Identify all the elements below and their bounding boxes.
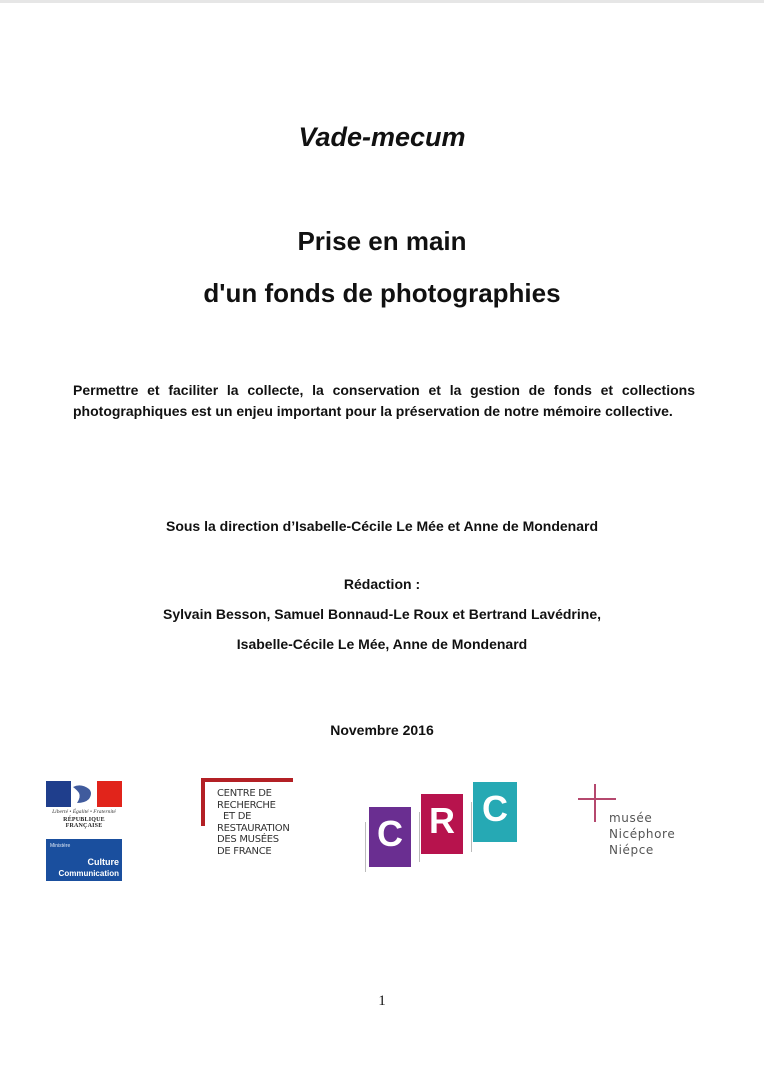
c2rmf-top-bar	[201, 778, 293, 782]
crc-vertical-rule	[465, 802, 472, 852]
crc-letter: C	[377, 813, 403, 854]
ministry-small-label: Ministère	[50, 843, 71, 849]
republique-francaise-logo	[46, 781, 122, 829]
flag-blue-band	[46, 781, 71, 807]
document-title-line-2: d'un fonds de photographies	[203, 278, 561, 308]
document-title-line-1: Prise en main	[297, 226, 467, 256]
crc-vertical-rule	[413, 812, 420, 862]
musee-niepce-logo	[578, 784, 688, 864]
c2rmf-line: RESTAURATION	[217, 822, 290, 834]
c2rmf-wordmark	[217, 788, 290, 857]
crc-logo	[357, 782, 521, 882]
publication-date: Novembre 2016	[330, 722, 434, 738]
direction-line: Sous la direction d’Isabelle-Cécile Le Mée et Anne de Mondenard	[165, 518, 599, 534]
crc-block-r	[421, 794, 463, 854]
crc-block-c1	[369, 807, 411, 867]
niepce-cross-vertical	[594, 784, 596, 822]
c2rmf-line: DES MUSÉES	[217, 834, 279, 845]
c2rmf-line: CENTRE DE	[217, 788, 272, 799]
crc-vertical-rule	[359, 822, 366, 872]
niepce-wordmark	[609, 810, 675, 858]
redaction-label: Rédaction :	[343, 576, 421, 592]
ministere-culture-logo	[46, 839, 122, 881]
niepce-line: musée	[609, 811, 653, 825]
c2rmf-line: DE FRANCE	[217, 845, 272, 857]
document-title-italic: Vade-mecum	[298, 122, 466, 152]
authors-line-2: Isabelle-Cécile Le Mée, Anne de Mondenard	[236, 636, 528, 652]
authors-line-1: Sylvain Besson, Samuel Bonnaud-Le Roux et Bertrand Lavédrine,	[163, 606, 601, 622]
intro-paragraph: Permettre et faciliter la collecte, la conservation et la gestion de fonds et collections photographiques est un enjeu important pour la préservation de notre mémoire collective.	[73, 382, 695, 419]
niepce-cross-horizontal	[578, 798, 616, 800]
c2rmf-line: ET DE	[223, 811, 252, 822]
ministry-communication-label: Communication	[58, 869, 119, 878]
c2rmf-logo	[201, 778, 295, 882]
crc-letter: R	[429, 800, 455, 841]
niepce-line: Nicéphore	[609, 827, 676, 841]
flag-red-band	[97, 781, 122, 807]
c2rmf-side-bar	[201, 778, 205, 826]
ministry-culture-label: Culture	[87, 857, 119, 867]
c2rmf-line: RECHERCHE	[217, 799, 276, 811]
crc-letter: C	[482, 788, 508, 829]
marianne-profile-icon	[71, 781, 97, 807]
crc-block-c2	[473, 782, 517, 842]
rf-name: RÉPUBLIQUE FRANÇAISE	[63, 817, 105, 829]
rf-motto: Liberté • Égalité • Fraternité	[52, 809, 116, 815]
niepce-line: Niépce	[609, 843, 654, 857]
page-top-border	[0, 0, 764, 3]
page-number: 1	[378, 993, 386, 1009]
